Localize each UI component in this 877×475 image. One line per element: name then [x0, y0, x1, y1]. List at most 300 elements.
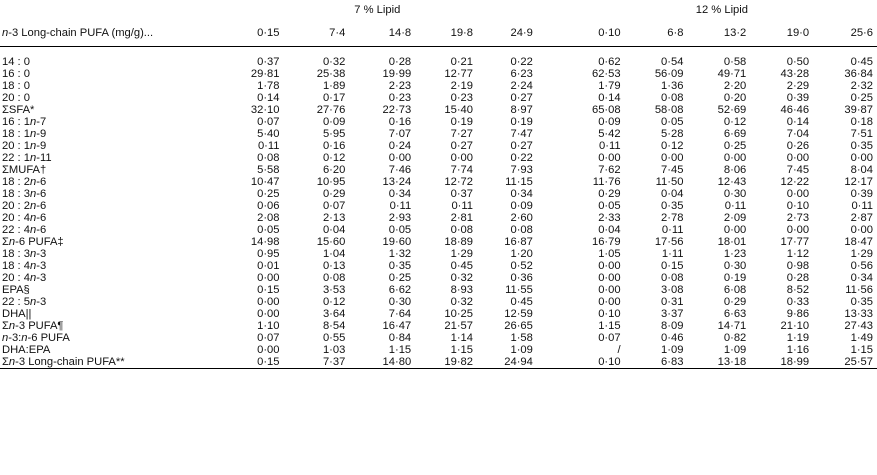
table-cell: 12·17 — [844, 176, 873, 188]
row-label: 20 : 2n-6 — [2, 200, 47, 212]
table-cell: 5·95 — [322, 128, 346, 140]
table-cell: 25·57 — [813, 356, 877, 369]
table-cell: 7·46 — [388, 164, 412, 176]
row-label: Σn-6 PUFA‡ — [2, 236, 64, 248]
col-header: 14·8 — [349, 19, 415, 47]
table-cell: 0·08 — [661, 92, 684, 104]
group-12-lipid: 12 % Lipid — [695, 3, 748, 16]
table-row — [0, 152, 877, 164]
table-cell: 56·09 — [654, 68, 684, 80]
table-cell: 0·23 — [388, 92, 412, 104]
table-cell: 0·04 — [598, 224, 621, 236]
table-cell: 12·59 — [504, 308, 533, 320]
table-cell: 0·45 — [850, 56, 873, 68]
table-cell: 16·87 — [504, 236, 533, 248]
table-cell: 0·35 — [388, 260, 412, 272]
table-cell: 0·25 — [257, 188, 280, 200]
table-cell: 0·11 — [661, 224, 684, 236]
row-label: 14 : 0 — [2, 56, 30, 68]
table-cell: 5·58 — [257, 164, 280, 176]
table-cell: 1·29 — [450, 248, 474, 260]
col-header: 6·8 — [625, 19, 688, 47]
table-cell: 11·15 — [505, 176, 533, 188]
table-cell: 12·72 — [444, 176, 474, 188]
col-header: 19·8 — [415, 19, 477, 47]
col-header: 19·0 — [750, 19, 813, 47]
row-label: 16 : 0 — [2, 68, 30, 80]
table-cell: 1·78 — [257, 80, 280, 92]
table-row — [0, 320, 877, 332]
table-cell: 0·37 — [450, 188, 474, 200]
table-cell: 1·12 — [786, 248, 810, 260]
table-cell: 0·04 — [322, 224, 346, 236]
table-cell: 0·95 — [257, 248, 280, 260]
table-cell: 1·23 — [723, 248, 747, 260]
table-cell: 7·04 — [786, 128, 810, 140]
table-cell: 6·62 — [388, 284, 412, 296]
table-cell: 0·05 — [598, 200, 621, 212]
table-cell: 0·05 — [388, 224, 412, 236]
table-cell: 0·05 — [257, 224, 280, 236]
table-cell: 0·30 — [388, 296, 412, 308]
table-cell: 0·27 — [450, 140, 474, 152]
table-cell: 0·17 — [322, 92, 346, 104]
row-label: EPA§ — [2, 284, 30, 296]
table-cell: 2·73 — [786, 212, 810, 224]
table-cell: 3·08 — [661, 284, 684, 296]
table-row — [0, 284, 877, 296]
table-cell: 2·23 — [388, 80, 412, 92]
row-label: DHA|| — [2, 308, 32, 320]
table-cell: 1·15 — [388, 344, 412, 356]
table-cell: 2·19 — [450, 80, 474, 92]
table-cell: 14·71 — [717, 320, 747, 332]
table-cell: 0·14 — [598, 92, 621, 104]
table-cell: 7·74 — [450, 164, 474, 176]
table-cell: 1·14 — [450, 332, 474, 344]
table-cell: 0·15 — [218, 356, 284, 369]
table-cell: 52·69 — [717, 104, 747, 116]
table-cell: 7·45 — [661, 164, 684, 176]
group-header-row — [0, 0, 877, 19]
table-cell: 6·69 — [723, 128, 747, 140]
table-cell: 2·29 — [786, 80, 810, 92]
row-label-header: n-3 Long-chain PUFA (mg/g)... — [0, 19, 218, 47]
table-cell: 12·77 — [444, 68, 474, 80]
table-cell: 8·06 — [723, 164, 747, 176]
col-header: 0·10 — [567, 19, 625, 47]
table-cell: 0·00 — [257, 296, 280, 308]
table-cell: 27·76 — [316, 104, 346, 116]
table-cell: 0·15 — [661, 260, 684, 272]
table-cell: 0·23 — [450, 92, 474, 104]
row-label: 18 : 0 — [2, 80, 30, 92]
table-cell: 46·46 — [780, 104, 810, 116]
table-cell: 1·29 — [850, 248, 873, 260]
table-cell: 0·00 — [257, 344, 280, 356]
table-cell: 0·13 — [322, 260, 346, 272]
table-row — [0, 176, 877, 188]
table-cell: 0·84 — [388, 332, 412, 344]
table-cell: 0·32 — [450, 272, 474, 284]
table-cell: 6·08 — [723, 284, 747, 296]
table-cell: 24·94 — [477, 356, 537, 369]
table-cell: 1·15 — [598, 320, 621, 332]
table-row — [0, 356, 877, 369]
table-cell: 0·19 — [450, 116, 474, 128]
table-cell: 2·78 — [661, 212, 684, 224]
table-row — [0, 56, 877, 68]
table-cell: 0·14 — [786, 116, 810, 128]
table-cell: 14·80 — [349, 356, 415, 369]
table-cell: 62·53 — [591, 68, 621, 80]
table-cell: 0·12 — [661, 140, 684, 152]
table-cell: 6·23 — [510, 68, 533, 80]
table-cell: 21·57 — [444, 320, 474, 332]
table-cell: 0·11 — [724, 200, 747, 212]
table-cell: 0·35 — [661, 200, 684, 212]
table-cell: 0·32 — [322, 56, 346, 68]
table-cell: 18·01 — [717, 236, 747, 248]
table-cell: 0·00 — [723, 224, 747, 236]
table-cell: 8·97 — [510, 104, 533, 116]
table-cell: 0·25 — [388, 272, 412, 284]
table-row — [0, 236, 877, 248]
table-cell: 0·00 — [598, 152, 621, 164]
table-row — [0, 308, 877, 320]
table-row — [0, 128, 877, 140]
table-cell: 0·28 — [388, 56, 412, 68]
table-cell: 11·76 — [592, 176, 621, 188]
table-cell: 0·30 — [723, 188, 747, 200]
table-cell: 0·19 — [723, 272, 747, 284]
table-cell: 2·33 — [598, 212, 621, 224]
table-cell: 0·04 — [661, 188, 684, 200]
table-cell: 0·08 — [257, 152, 280, 164]
table-cell: 0·07 — [322, 200, 346, 212]
table-cell: 0·29 — [598, 188, 621, 200]
table-cell: 0·27 — [510, 140, 533, 152]
table-row — [0, 248, 877, 260]
table-cell: 3·64 — [322, 308, 346, 320]
table-cell: 0·11 — [851, 200, 873, 212]
table-cell: 0·24 — [388, 140, 412, 152]
table-cell: 3·53 — [322, 284, 346, 296]
table-cell: 0·16 — [322, 140, 346, 152]
column-header-row — [0, 19, 877, 47]
row-label: 18 : 4n-3 — [2, 260, 47, 272]
col-header: 24·9 — [477, 19, 537, 47]
table-cell: 0·31 — [661, 296, 684, 308]
table-cell: 0·18 — [850, 116, 873, 128]
row-label: 18 : 2n-6 — [2, 176, 47, 188]
table-cell: 13·24 — [382, 176, 412, 188]
table-row — [0, 260, 877, 272]
table-cell: 1·20 — [510, 248, 533, 260]
table-cell: 0·00 — [786, 224, 810, 236]
table-cell: 5·42 — [598, 128, 621, 140]
table-cell: 0·45 — [450, 260, 474, 272]
table-cell: 1·11 — [661, 248, 684, 260]
table-cell: 7·07 — [388, 128, 412, 140]
row-label: 20 : 1n-9 — [2, 140, 47, 152]
table-cell: 0·07 — [598, 332, 621, 344]
table-row — [0, 116, 877, 128]
table-cell: 1·49 — [850, 332, 873, 344]
table-cell: 0·45 — [510, 296, 533, 308]
table-cell: 0·00 — [257, 272, 280, 284]
table-cell: 0·39 — [786, 92, 810, 104]
table-cell: 0·12 — [322, 296, 346, 308]
table-cell: 1·05 — [598, 248, 621, 260]
table-cell: 0·25 — [850, 92, 873, 104]
table-cell: 0·34 — [388, 188, 412, 200]
table-cell: 2·13 — [322, 212, 346, 224]
table-cell: 7·93 — [510, 164, 533, 176]
table-cell: 0·62 — [598, 56, 621, 68]
table-cell: 16·79 — [591, 236, 621, 248]
table-cell: 7·47 — [510, 128, 533, 140]
table-cell: 2·93 — [388, 212, 412, 224]
table-cell: 0·15 — [257, 284, 280, 296]
row-label: DHA:EPA — [2, 344, 51, 356]
table-cell: 0·25 — [723, 140, 747, 152]
table-row — [0, 188, 877, 200]
table-cell: 22·73 — [382, 104, 412, 116]
table-cell: 13·18 — [687, 356, 750, 369]
table-cell: 0·11 — [389, 200, 412, 212]
table-cell: 0·34 — [850, 272, 873, 284]
table-cell: 8·09 — [661, 320, 684, 332]
table-cell: 0·00 — [661, 152, 684, 164]
table-cell: 1·89 — [322, 80, 346, 92]
table-cell: 32·10 — [250, 104, 280, 116]
table-cell: 0·29 — [723, 296, 747, 308]
table-row — [0, 80, 877, 92]
table-row — [0, 104, 877, 116]
table-cell: 5·28 — [661, 128, 684, 140]
table-cell: 0·00 — [850, 152, 873, 164]
row-label: 16 : 1n-7 — [2, 116, 47, 128]
row-label: ΣMUFA† — [2, 164, 47, 176]
table-cell: 0·50 — [786, 56, 810, 68]
table-cell: 0·22 — [510, 152, 533, 164]
table-cell: 27·43 — [844, 320, 873, 332]
table-cell: 0·00 — [450, 152, 474, 164]
group-7-lipid: 7 % Lipid — [354, 3, 401, 16]
row-label-header-rest: -3 Long-chain PUFA (mg/g)... — [8, 26, 154, 39]
table-cell: 1·15 — [850, 344, 873, 356]
table-cell: 18·99 — [750, 356, 813, 369]
table-cell: 0·34 — [510, 188, 533, 200]
col-header: 0·15 — [218, 19, 284, 47]
table-cell: 3·37 — [661, 308, 684, 320]
table-cell: 0·01 — [257, 260, 280, 272]
row-label: 18 : 1n-9 — [2, 128, 47, 140]
col-header: 13·2 — [687, 19, 750, 47]
table-cell: 12·43 — [717, 176, 747, 188]
table-cell: 0·08 — [510, 224, 533, 236]
table-cell: 1·15 — [450, 344, 474, 356]
table-cell: 0·10 — [567, 356, 625, 369]
table-row — [0, 164, 877, 176]
table-cell: 2·81 — [450, 212, 474, 224]
table-cell: 0·00 — [598, 272, 621, 284]
table-cell: 0·22 — [510, 56, 533, 68]
table-row — [0, 68, 877, 80]
table-row — [0, 212, 877, 224]
table-cell: 19·60 — [382, 236, 412, 248]
table-cell: 0·07 — [257, 332, 280, 344]
table-cell: 2·09 — [723, 212, 747, 224]
table-cell: 1·19 — [786, 332, 810, 344]
table-cell: 0·05 — [661, 116, 684, 128]
table-row — [0, 344, 877, 356]
table-cell: 0·14 — [257, 92, 280, 104]
table-cell: 1·79 — [598, 80, 621, 92]
table-cell: 18·47 — [844, 236, 873, 248]
table-cell: 0·10 — [786, 200, 810, 212]
table-cell: 1·16 — [786, 344, 810, 356]
table-cell: 1·09 — [661, 344, 684, 356]
table-cell: 2·20 — [723, 80, 747, 92]
table-cell: 0·46 — [661, 332, 684, 344]
table-cell: 0·52 — [510, 260, 533, 272]
table-cell: 21·10 — [780, 320, 810, 332]
table-cell: 0·09 — [510, 200, 533, 212]
table-cell: 8·52 — [786, 284, 810, 296]
table-cell: 17·77 — [780, 236, 810, 248]
table-cell: 1·32 — [388, 248, 412, 260]
row-label: 18 : 3n-6 — [2, 188, 47, 200]
table-cell: 0·36 — [510, 272, 533, 284]
table-cell: 0·00 — [786, 152, 810, 164]
table-cell: 0·10 — [598, 308, 621, 320]
col-header: 7·4 — [284, 19, 350, 47]
table-cell: 10·25 — [444, 308, 474, 320]
table-cell: 29·81 — [250, 68, 280, 80]
table-cell: 1·36 — [661, 80, 684, 92]
table-cell: 0·00 — [598, 284, 621, 296]
table-cell: 1·04 — [322, 248, 346, 260]
table-cell: 2·24 — [510, 80, 533, 92]
table-cell: 0·08 — [661, 272, 684, 284]
table-cell: 0·55 — [322, 332, 346, 344]
row-label: ΣSFA* — [2, 104, 35, 116]
table-cell: 0·11 — [451, 200, 474, 212]
table-cell: 10·47 — [250, 176, 280, 188]
table-cell: 0·07 — [257, 116, 280, 128]
table-cell: 0·09 — [322, 116, 346, 128]
table-row — [0, 140, 877, 152]
table-cell: 0·19 — [510, 116, 533, 128]
table-cell: 39·87 — [844, 104, 873, 116]
table-cell: 8·04 — [850, 164, 873, 176]
table-cell: 6·63 — [723, 308, 747, 320]
row-label: 20 : 4n-3 — [2, 272, 47, 284]
table-cell: 0·98 — [786, 260, 810, 272]
row-label: 20 : 4n-6 — [2, 212, 47, 224]
table-cell: 15·40 — [444, 104, 474, 116]
table-cell: 8·54 — [322, 320, 346, 332]
table-cell: 16·47 — [382, 320, 412, 332]
table-cell: 26·65 — [504, 320, 533, 332]
table-cell: 2·32 — [850, 80, 873, 92]
table-cell: 0·00 — [598, 260, 621, 272]
table-cell: 0·00 — [257, 308, 280, 320]
table-body — [0, 47, 877, 369]
table-cell: 13·33 — [844, 308, 873, 320]
table-cell: 0·35 — [850, 296, 873, 308]
table-cell: 14·98 — [250, 236, 280, 248]
table-row — [0, 224, 877, 236]
table-cell: 36·84 — [844, 68, 873, 80]
table-cell: 0·09 — [598, 116, 621, 128]
table-cell: 0·12 — [723, 116, 747, 128]
table-cell: 0·26 — [786, 140, 810, 152]
table-cell: 0·58 — [723, 56, 747, 68]
table-row — [0, 272, 877, 284]
table-cell: 0·39 — [850, 188, 873, 200]
table-cell: 7·51 — [850, 128, 873, 140]
table-cell: 0·00 — [786, 188, 810, 200]
table-cell: 7·37 — [284, 356, 350, 369]
row-label: Σn-3 PUFA¶ — [2, 320, 64, 332]
table-cell: 11·50 — [655, 176, 684, 188]
table-cell: 0·54 — [661, 56, 684, 68]
table-cell: 0·11 — [257, 140, 280, 152]
table-cell: 1·09 — [723, 344, 747, 356]
table-cell: 10·95 — [316, 176, 346, 188]
table-cell: 0·28 — [786, 272, 810, 284]
table-cell: 0·08 — [450, 224, 474, 236]
table-cell: 0·08 — [322, 272, 346, 284]
table-cell: 0·16 — [388, 116, 412, 128]
col-header: 25·6 — [813, 19, 877, 47]
table-cell: 0·00 — [388, 152, 412, 164]
table-cell: 7·27 — [450, 128, 474, 140]
table-cell: 0·30 — [723, 260, 747, 272]
table-cell: 15·60 — [316, 236, 346, 248]
table-cell: 0·37 — [257, 56, 280, 68]
table-cell: 2·08 — [257, 212, 280, 224]
row-label: 22 : 4n-6 — [2, 224, 47, 236]
table-cell: 0·32 — [450, 296, 474, 308]
table-cell: 0·27 — [510, 92, 533, 104]
table-cell: 7·64 — [388, 308, 412, 320]
table-cell: 0·29 — [322, 188, 346, 200]
table-cell: 65·08 — [591, 104, 621, 116]
table-cell: 0·35 — [850, 140, 873, 152]
table-cell: 0·00 — [850, 224, 873, 236]
table-cell: 11·56 — [845, 284, 873, 296]
table-cell: 19·82 — [415, 356, 477, 369]
table-cell: 0·06 — [257, 200, 280, 212]
table-cell: 2·60 — [510, 212, 533, 224]
table-cell: 0·00 — [598, 296, 621, 308]
row-label: n-3:n-6 PUFA — [2, 332, 70, 344]
table-row — [0, 200, 877, 212]
table-cell: 7·62 — [598, 164, 621, 176]
table-cell: 43·28 — [780, 68, 810, 80]
table-cell: 0·21 — [450, 56, 474, 68]
table-cell: 0·20 — [723, 92, 747, 104]
table-cell: 18·89 — [444, 236, 474, 248]
table-cell: 58·08 — [654, 104, 684, 116]
table-cell: 19·99 — [382, 68, 412, 80]
table-cell: 8·93 — [450, 284, 474, 296]
row-label: 18 : 3n-3 — [2, 248, 47, 260]
